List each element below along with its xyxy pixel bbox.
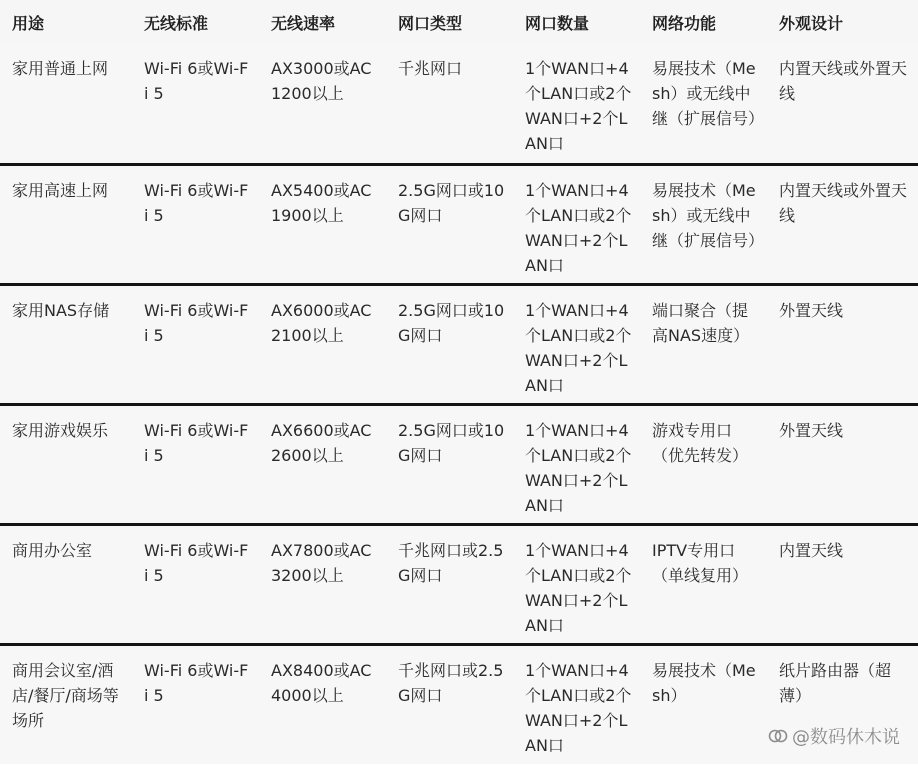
header-appearance: 外观设计	[767, 0, 918, 44]
header-wireless-speed: 无线速率	[259, 0, 386, 44]
cell-appearance: 内置天线或外置天线	[767, 44, 918, 164]
cell-network-feature: 易展技术（Mesh）或无线中继（扩展信号）	[640, 44, 767, 164]
cell-wireless-speed: AX6000或AC2100以上	[259, 284, 386, 404]
watermark-logo-icon	[768, 726, 788, 746]
watermark	[768, 723, 900, 749]
header-port-type: 网口类型	[386, 0, 513, 44]
cell-appearance: 外置天线	[767, 284, 918, 404]
cell-port-type: 2.5G网口或10G网口	[386, 164, 513, 284]
header-port-count: 网口数量	[513, 0, 640, 44]
cell-port-count: 1个WAN口+4个LAN口或2个WAN口+2个LAN口	[513, 44, 640, 164]
cell-network-feature: IPTV专用口（单线复用）	[640, 524, 767, 644]
cell-usage: 家用NAS存储	[0, 284, 132, 404]
cell-wireless-speed: AX5400或AC1900以上	[259, 164, 386, 284]
cell-port-type: 2.5G网口或10G网口	[386, 284, 513, 404]
cell-usage: 商用会议室/酒店/餐厅/商场等场所	[0, 644, 132, 764]
cell-wireless-speed: AX8400或AC4000以上	[259, 644, 386, 764]
cell-port-type: 千兆网口或2.5G网口	[386, 524, 513, 644]
cell-wireless-standard: Wi-Fi 6或Wi-Fi 5	[132, 404, 259, 524]
cell-usage: 家用普通上网	[0, 44, 132, 164]
header-network-feature: 网络功能	[640, 0, 767, 44]
table-header-row	[0, 0, 918, 44]
cell-port-count: 1个WAN口+4个LAN口或2个WAN口+2个LAN口	[513, 284, 640, 404]
cell-wireless-standard: Wi-Fi 6或Wi-Fi 5	[132, 44, 259, 164]
cell-port-count: 1个WAN口+4个LAN口或2个WAN口+2个LAN口	[513, 644, 640, 764]
cell-usage: 家用高速上网	[0, 164, 132, 284]
cell-usage: 商用办公室	[0, 524, 132, 644]
cell-network-feature: 游戏专用口（优先转发）	[640, 404, 767, 524]
cell-appearance: 内置天线	[767, 524, 918, 644]
cell-wireless-speed: AX7800或AC3200以上	[259, 524, 386, 644]
header-wireless-standard: 无线标准	[132, 0, 259, 44]
table-row	[0, 404, 918, 524]
cell-appearance: 纸片路由器（超薄）	[767, 644, 918, 764]
cell-port-type: 千兆网口或2.5G网口	[386, 644, 513, 764]
cell-wireless-standard: Wi-Fi 6或Wi-Fi 5	[132, 284, 259, 404]
cell-wireless-standard: Wi-Fi 6或Wi-Fi 5	[132, 524, 259, 644]
cell-port-count: 1个WAN口+4个LAN口或2个WAN口+2个LAN口	[513, 524, 640, 644]
cell-port-count: 1个WAN口+4个LAN口或2个WAN口+2个LAN口	[513, 404, 640, 524]
cell-wireless-speed: AX6600或AC2600以上	[259, 404, 386, 524]
cell-network-feature: 易展技术（Mesh）	[640, 644, 767, 764]
cell-network-feature: 易展技术（Mesh）或无线中继（扩展信号）	[640, 164, 767, 284]
cell-port-type: 千兆网口	[386, 44, 513, 164]
cell-wireless-standard: Wi-Fi 6或Wi-Fi 5	[132, 164, 259, 284]
header-usage: 用途	[0, 0, 132, 44]
cell-appearance: 内置天线或外置天线	[767, 164, 918, 284]
cell-network-feature: 端口聚合（提高NAS速度）	[640, 284, 767, 404]
table-row	[0, 284, 918, 404]
cell-wireless-standard: Wi-Fi 6或Wi-Fi 5	[132, 644, 259, 764]
table-row	[0, 524, 918, 644]
cell-port-count: 1个WAN口+4个LAN口或2个WAN口+2个LAN口	[513, 164, 640, 284]
cell-appearance: 外置天线	[767, 404, 918, 524]
cell-port-type: 2.5G网口或10G网口	[386, 404, 513, 524]
cell-usage: 家用游戏娱乐	[0, 404, 132, 524]
table-row	[0, 44, 918, 164]
watermark-text: @数码休木说	[792, 727, 900, 748]
cell-wireless-speed: AX3000或AC1200以上	[259, 44, 386, 164]
table-row	[0, 164, 918, 284]
